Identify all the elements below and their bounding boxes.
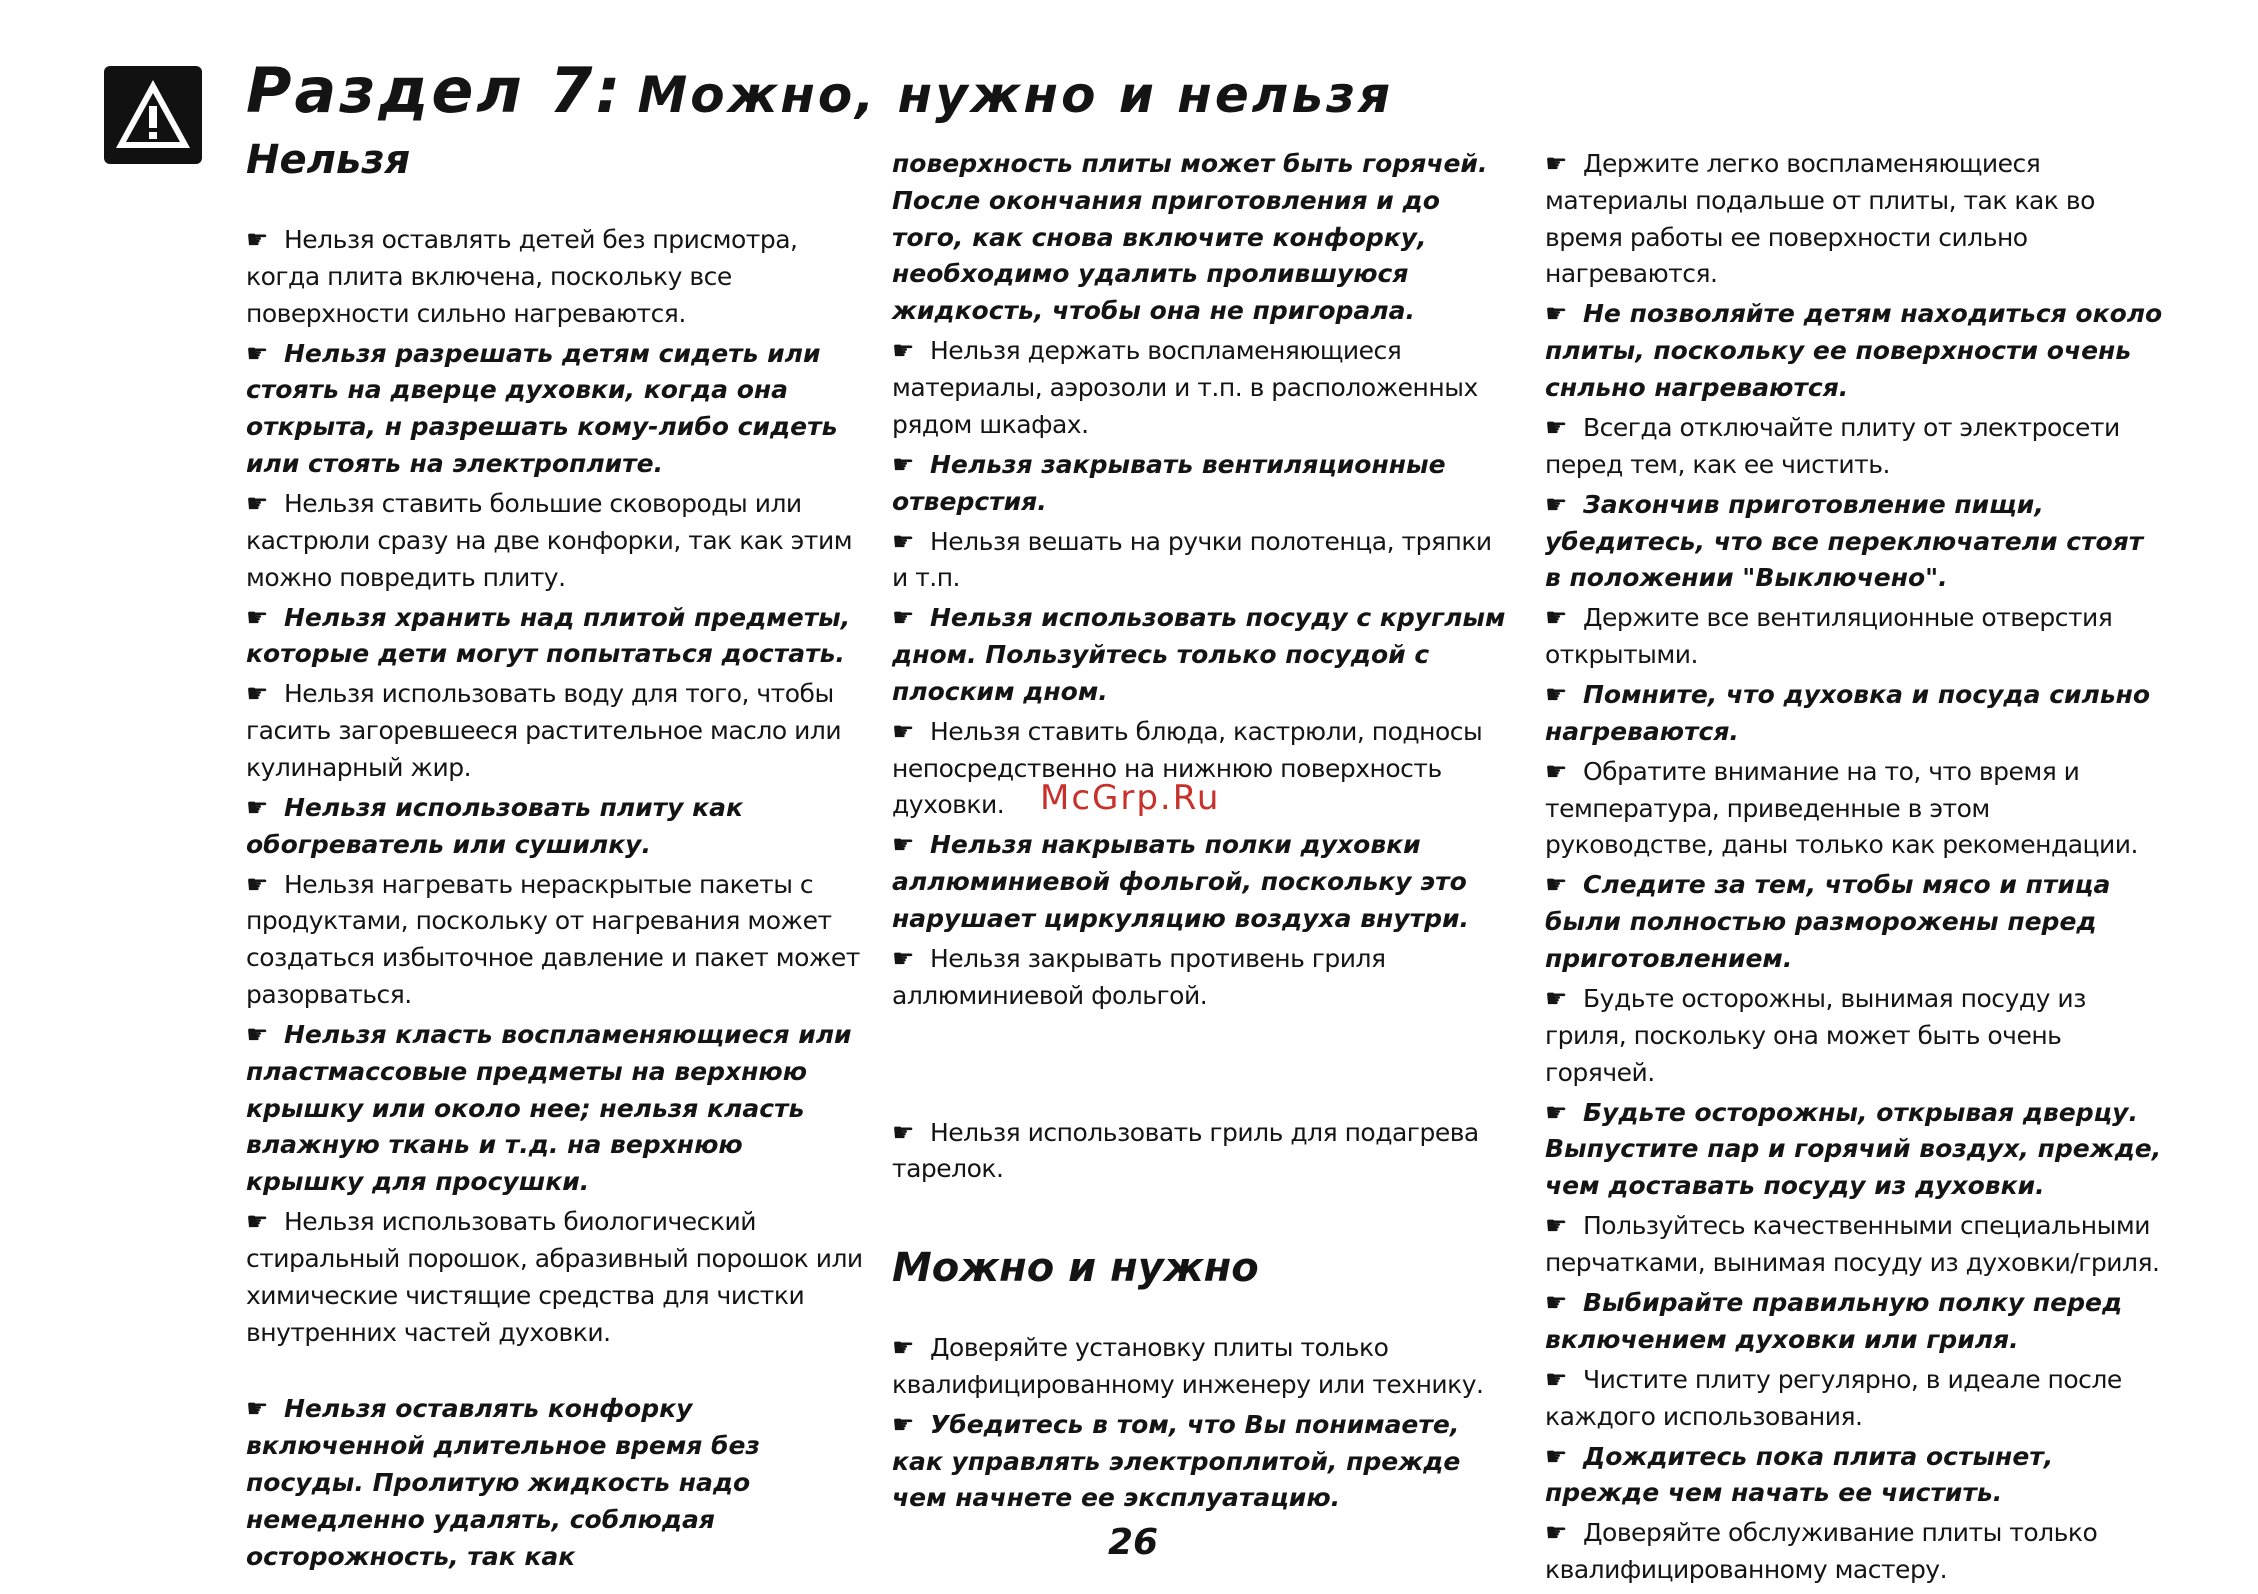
pointing-hand-icon: ☛ <box>246 488 268 518</box>
pointing-hand-icon: ☛ <box>1545 1364 1567 1394</box>
watermark: McGrp.Ru <box>1040 778 1221 818</box>
list-item-text: Доверяйте обслуживание плиты только квалифицированному мастеру. <box>1545 1518 2098 1585</box>
heading-do: Можно и нужно <box>892 1245 1259 1291</box>
pointing-hand-icon: ☛ <box>892 336 914 366</box>
section-number: Раздел 7: <box>246 54 624 127</box>
list-item-text: Нельзя разрешать детям сидеть или стоять на дверце духовки, когда она открыта, н разрешать кому-либо сидеть или стоять на электроплите. <box>246 338 838 478</box>
list-item <box>1545 867 2165 977</box>
pointing-hand-icon: ☛ <box>1545 1518 1567 1548</box>
list-item-text: Нельзя класть воспламеняющиеся или пластмассовые предметы на верхнюю крышку или около нее; нельзя класть влажную ткань и т.д. на верхнюю крышку для просушки. <box>246 1020 852 1197</box>
pointing-hand-icon: ☛ <box>1545 149 1567 178</box>
section-title <box>246 54 1394 127</box>
list-item <box>246 1391 866 1575</box>
column-1 <box>246 222 866 1579</box>
pointing-hand-icon: ☛ <box>892 526 914 556</box>
list-item <box>246 867 866 1014</box>
list-item-text: Нельзя вешать на ручки полотенца, тряпки и т.п. <box>892 526 1492 593</box>
list-item <box>892 1330 1512 1404</box>
heading-dont: Нельзя <box>246 137 411 183</box>
list-item <box>246 336 866 483</box>
pointing-hand-icon: ☛ <box>892 830 915 860</box>
list-item <box>892 146 1512 330</box>
pointing-hand-icon: ☛ <box>246 869 268 899</box>
list-item-text: Следите за тем, чтобы мясо и птица были полностью разморожены перед приготовлением. <box>1545 870 2111 974</box>
list-item-text: Доверяйте установку плиты только квалифицированному инженеру или технику. <box>892 1333 1484 1399</box>
list-item-text: Выбирайте правильную полку перед включением духовки или гриля. <box>1545 1287 2123 1354</box>
list-item <box>1545 1439 2165 1513</box>
list-item-text: Нельзя оставлять конфорку включенной длительное время без посуды. Пролитую жидкость надо немедленно удалять, соблюдая осторожность, так как <box>246 1394 760 1571</box>
list-item <box>892 941 1512 1015</box>
pointing-hand-icon: ☛ <box>1545 603 1567 633</box>
list-item-text: Нельзя закрывать противень гриля аллюминиевой фольгой. <box>892 944 1386 1010</box>
list-item <box>1545 1285 2165 1359</box>
list-item-text: Нельзя использовать биологический стиральный порошок, абразивный порошок или химические чистящие средства для чистки внутренних частей духовки. <box>246 1207 863 1347</box>
do-list <box>892 1330 1512 1520</box>
list-item <box>1545 754 2165 864</box>
list-item <box>892 1115 1512 1189</box>
list-item <box>1545 677 2165 751</box>
list-item <box>246 222 866 332</box>
pointing-hand-icon: ☛ <box>1545 489 1568 519</box>
pointing-hand-icon: ☛ <box>892 603 915 633</box>
pointing-hand-icon: ☛ <box>246 338 269 368</box>
pointing-hand-icon: ☛ <box>1545 680 1568 710</box>
list-item <box>1545 1362 2165 1436</box>
list-item <box>246 600 866 674</box>
list-item-text: Дождитесь пока плита остынет, прежде чем начать ее чистить. <box>1545 1441 2054 1508</box>
pointing-hand-icon: ☛ <box>1545 1097 1568 1127</box>
pointing-hand-icon: ☛ <box>1545 984 1567 1014</box>
list-item-text: Нельзя нагревать нераскрытые пакеты с продуктами, поскольку от нагревания может создаться избыточное давление и пакет может разорваться. <box>246 869 860 1010</box>
pointing-hand-icon: ☛ <box>246 1020 269 1050</box>
list-item-text: Нельзя использовать воду для того, чтобы гасить загоревшееся растительное масло или кулинарный жир. <box>246 679 842 782</box>
list-item <box>892 333 1512 443</box>
pointing-hand-icon: ☛ <box>892 449 915 479</box>
list-item-text: Нельзя держать воспламеняющиеся материалы, аэрозоли и т.п. в расположенных рядом шкафах. <box>892 336 1478 439</box>
list-item <box>1545 600 2165 674</box>
warning-icon <box>104 66 202 164</box>
list-item <box>246 1017 866 1201</box>
pointing-hand-icon: ☛ <box>246 1207 268 1237</box>
pointing-hand-icon: ☛ <box>1545 1441 1568 1471</box>
list-item <box>246 486 866 596</box>
list-item <box>892 827 1512 937</box>
pointing-hand-icon: ☛ <box>1545 756 1567 786</box>
list-item <box>246 676 866 786</box>
page-number: 26 <box>1108 1522 1159 1563</box>
list-item <box>892 447 1512 521</box>
list-item-text: Всегда отключайте плиту от электросети перед тем, как ее чистить. <box>1545 412 2120 479</box>
list-item-text: Пользуйтесь качественными специальными перчатками, вынимая посуду из духовки/гриля. <box>1545 1211 2160 1277</box>
list-item-text: поверхность плиты может быть горячей. После окончания приготовления и до того, как снова включите конфорку, необходимо удалить пролившуюся жидкость, чтобы она не пригорала. <box>892 149 1488 326</box>
pointing-hand-icon: ☛ <box>892 1333 914 1362</box>
list-item-text: Нельзя ставить большие сковороды или кастрюли сразу на две конфорки, так как этим можно повредить плиту. <box>246 488 853 592</box>
list-item-text: Держите все вентиляционные отверстия открытыми. <box>1545 603 2113 670</box>
list-item <box>246 1204 866 1351</box>
list-item-text: Убедитесь в том, что Вы понимаете, как управлять электроплитой, прежде чем начнете ее эксплуатацию. <box>892 1409 1461 1513</box>
list-item-text: Не позволяйте детям находиться около плиты, поскольку ее поверхности очень снльно нагреваются. <box>1545 299 2163 402</box>
pointing-hand-icon: ☛ <box>246 679 268 709</box>
pointing-hand-icon: ☛ <box>892 1117 914 1147</box>
list-item <box>892 524 1512 598</box>
list-item <box>892 600 1512 710</box>
pointing-hand-icon: ☛ <box>1545 870 1568 900</box>
list-item-text: Обратите внимание на то, что время и температура, приведенные в этом руководстве, даны только как рекомендации. <box>1545 756 2139 860</box>
column-2 <box>892 146 1512 1191</box>
pointing-hand-icon: ☛ <box>246 792 269 822</box>
list-item-text: Нельзя закрывать вентиляционные отверстия. <box>892 449 1446 516</box>
list-item-text: Будьте осторожны, вынимая посуду из гриля, поскольку она может быть очень горячей. <box>1545 984 2086 1087</box>
list-item <box>1545 487 2165 597</box>
list-item <box>1545 146 2165 293</box>
list-item-text: Нельзя ставить блюда, кастрюли, подносы непосредственно на нижнюю поверхность духовки. <box>892 716 1483 820</box>
list-item-text: Закончив приготовление пищи, убедитесь, что все переключатели стоят в положении "Выключено". <box>1545 489 2144 593</box>
pointing-hand-icon: ☛ <box>1545 412 1567 442</box>
pointing-hand-icon: ☛ <box>246 225 268 254</box>
list-item-text: Помните, что духовка и посуда сильно нагреваются. <box>1545 680 2151 746</box>
pointing-hand-icon: ☛ <box>892 1409 915 1439</box>
list-item-text: Держите легко воспламеняющиеся материалы подальше от плиты, так как во время работы ее поверхности сильно нагреваются. <box>1545 149 2095 289</box>
list-item <box>1545 1095 2165 1205</box>
pointing-hand-icon: ☛ <box>1545 299 1568 329</box>
list-item <box>1545 1208 2165 1282</box>
pointing-hand-icon: ☛ <box>1545 1211 1567 1241</box>
list-item <box>1545 296 2165 406</box>
pointing-hand-icon: ☛ <box>246 1394 269 1424</box>
list-item <box>246 790 866 864</box>
list-item <box>1545 1515 2165 1589</box>
list-item <box>892 1407 1512 1517</box>
pointing-hand-icon: ☛ <box>246 602 269 632</box>
list-item <box>1545 981 2165 1091</box>
list-item-text: Будьте осторожны, открывая дверцу. Выпустите пар и горячий воздух, прежде, чем доставать посуду из духовки. <box>1545 1097 2162 1201</box>
list-item-text: Нельзя использовать посуду с круглым дном. Пользуйтесь только посудой с плоским дном. <box>892 603 1506 706</box>
list-item-text: Чистите плиту регулярно, в идеале после каждого использования. <box>1545 1364 2122 1431</box>
column-3 <box>1545 146 2165 1592</box>
list-item <box>1545 410 2165 484</box>
list-item-text: Нельзя оставлять детей без присмотра, когда плита включена, поскольку все поверхности сильно нагреваются. <box>246 225 798 328</box>
pointing-hand-icon: ☛ <box>1545 1287 1568 1317</box>
list-item-text: Нельзя накрывать полки духовки аллюминиевой фольгой, поскольку это нарушает циркуляцию воздуха внутри. <box>892 830 1470 934</box>
pointing-hand-icon: ☛ <box>892 944 914 974</box>
section-name: Можно, нужно и нельзя <box>637 66 1394 124</box>
pointing-hand-icon: ☛ <box>892 716 914 746</box>
list-item-text: Нельзя использовать гриль для подагрева тарелок. <box>892 1117 1479 1184</box>
list-item-text: Нельзя использовать плиту как обогреватель или сушилку. <box>246 792 743 859</box>
list-item-text: Нельзя хранить над плитой предметы, которые дети могут попытаться достать. <box>246 602 851 669</box>
